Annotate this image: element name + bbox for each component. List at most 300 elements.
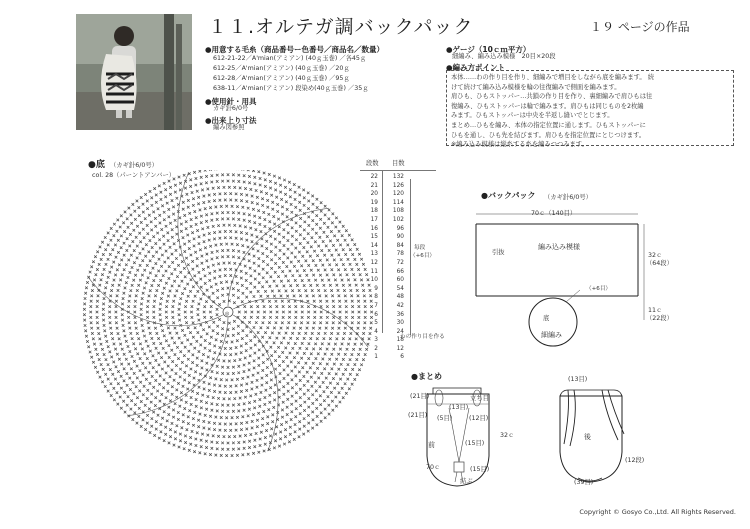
single-crochet-mark <box>277 346 280 349</box>
single-crochet-mark <box>253 445 256 448</box>
single-crochet-mark <box>168 406 171 409</box>
single-crochet-mark <box>301 342 304 345</box>
back-label-13: (13目) <box>568 376 588 383</box>
single-crochet-mark <box>320 210 323 213</box>
single-crochet-mark <box>273 447 276 450</box>
single-crochet-mark <box>232 327 235 330</box>
single-crochet-mark <box>295 238 298 241</box>
single-crochet-mark <box>121 303 124 306</box>
single-crochet-mark <box>180 230 183 233</box>
backpack-height-rows: （64段） <box>646 260 673 267</box>
single-crochet-mark <box>295 400 298 403</box>
single-crochet-mark <box>316 284 319 287</box>
single-crochet-mark <box>189 443 192 446</box>
single-crochet-mark <box>161 254 164 257</box>
single-crochet-mark <box>332 305 335 308</box>
single-crochet-mark <box>355 284 358 287</box>
single-crochet-mark <box>107 378 110 381</box>
single-crochet-mark <box>245 389 248 392</box>
single-crochet-mark <box>136 377 139 380</box>
single-crochet-mark <box>97 294 100 297</box>
single-crochet-mark <box>178 303 181 306</box>
single-crochet-mark <box>101 273 104 276</box>
single-crochet-mark <box>172 300 175 303</box>
single-crochet-mark <box>160 393 163 396</box>
single-crochet-mark <box>131 337 134 340</box>
single-crochet-mark <box>312 295 315 298</box>
single-crochet-mark <box>165 305 168 308</box>
single-crochet-mark <box>240 238 243 241</box>
single-crochet-mark <box>345 316 348 319</box>
single-crochet-mark <box>126 249 129 252</box>
single-crochet-mark <box>356 289 359 292</box>
single-crochet-mark <box>205 440 208 443</box>
single-crochet-mark <box>152 342 155 345</box>
single-crochet-mark <box>136 396 139 399</box>
single-crochet-mark <box>188 374 191 377</box>
single-crochet-mark <box>245 296 248 299</box>
single-crochet-mark <box>263 311 266 314</box>
single-crochet-mark <box>327 395 330 398</box>
single-crochet-mark <box>270 371 273 374</box>
single-crochet-mark <box>249 267 252 270</box>
single-crochet-mark <box>354 363 357 366</box>
single-crochet-mark <box>127 259 130 262</box>
single-crochet-mark <box>291 211 294 214</box>
single-crochet-mark <box>270 194 273 197</box>
single-crochet-mark <box>258 364 261 367</box>
single-crochet-mark <box>252 170 255 172</box>
single-crochet-mark <box>208 342 211 345</box>
materials-line: 612-21-22／A'mian(アミアン) (40ｇ玉巻) ／各45ｇ <box>213 55 367 62</box>
single-crochet-mark <box>255 321 258 324</box>
single-crochet-mark <box>273 223 276 226</box>
single-crochet-mark <box>130 214 133 217</box>
single-crochet-mark <box>295 311 298 314</box>
single-crochet-mark <box>232 218 235 221</box>
single-crochet-mark <box>317 289 320 292</box>
single-crochet-mark <box>123 380 126 383</box>
single-crochet-mark <box>314 381 317 384</box>
single-crochet-mark <box>151 284 154 287</box>
single-crochet-mark <box>123 242 126 245</box>
stitch-count: 6 <box>400 354 404 361</box>
single-crochet-mark <box>250 347 253 350</box>
single-crochet-mark <box>229 429 232 432</box>
single-crochet-mark <box>332 321 335 324</box>
single-crochet-mark <box>116 295 119 298</box>
single-crochet-mark <box>197 425 200 428</box>
single-crochet-mark <box>128 377 131 380</box>
single-crochet-mark <box>267 213 270 216</box>
single-crochet-mark <box>247 453 250 456</box>
single-crochet-mark <box>174 327 177 330</box>
single-crochet-mark <box>256 235 259 238</box>
single-crochet-mark <box>314 279 317 282</box>
single-crochet-mark <box>141 274 144 277</box>
single-crochet-mark <box>303 197 306 200</box>
single-crochet-mark <box>271 290 274 293</box>
single-crochet-mark <box>111 373 114 376</box>
single-crochet-mark <box>187 422 190 425</box>
single-crochet-mark <box>199 209 202 212</box>
single-crochet-mark <box>280 327 283 330</box>
single-crochet-mark <box>261 369 264 372</box>
row-number: 9 <box>374 285 378 292</box>
single-crochet-mark <box>347 258 350 261</box>
single-crochet-mark <box>227 335 230 338</box>
single-crochet-mark <box>254 344 257 347</box>
single-crochet-mark <box>270 346 273 349</box>
single-crochet-mark <box>213 238 216 241</box>
single-crochet-mark <box>335 226 338 229</box>
single-crochet-mark <box>136 289 139 292</box>
single-crochet-mark <box>244 187 247 190</box>
single-crochet-mark <box>171 199 174 202</box>
single-crochet-mark <box>256 419 259 422</box>
single-crochet-mark <box>110 332 113 335</box>
single-crochet-mark <box>121 313 124 316</box>
single-crochet-mark <box>193 210 196 213</box>
single-crochet-mark <box>165 250 168 253</box>
single-crochet-mark <box>278 177 281 180</box>
single-crochet-mark <box>263 172 266 175</box>
single-crochet-mark <box>245 272 248 275</box>
single-crochet-mark <box>266 422 269 425</box>
gauge-value: 細編み、編み込み模様 20目×20段 <box>452 53 556 60</box>
single-crochet-mark <box>183 250 186 253</box>
single-crochet-mark <box>216 296 219 299</box>
single-crochet-mark <box>102 313 105 316</box>
single-crochet-mark <box>224 192 227 195</box>
single-crochet-mark <box>172 322 175 325</box>
single-crochet-mark <box>328 279 331 282</box>
single-crochet-mark <box>203 234 206 237</box>
single-crochet-mark <box>83 319 86 322</box>
single-crochet-mark <box>172 409 175 412</box>
single-crochet-mark <box>175 225 178 228</box>
single-crochet-mark <box>199 344 202 347</box>
single-crochet-mark <box>324 289 327 292</box>
single-crochet-mark <box>96 353 99 356</box>
single-crochet-mark <box>253 326 256 329</box>
single-crochet-mark <box>294 430 297 433</box>
single-crochet-mark <box>293 295 296 298</box>
single-crochet-mark <box>306 327 309 330</box>
single-crochet-mark <box>179 297 182 300</box>
single-crochet-mark <box>114 244 117 247</box>
single-crochet-mark <box>221 404 224 407</box>
single-crochet-mark <box>243 305 246 308</box>
single-crochet-mark <box>208 389 211 392</box>
single-crochet-mark <box>287 382 290 385</box>
single-crochet-mark <box>223 300 226 303</box>
single-crochet-mark <box>200 176 203 179</box>
single-crochet-mark <box>237 250 240 253</box>
single-crochet-mark <box>169 290 172 293</box>
single-crochet-mark <box>157 352 160 355</box>
single-crochet-mark <box>315 223 318 226</box>
single-crochet-mark <box>203 305 206 308</box>
single-crochet-mark <box>136 422 139 425</box>
single-crochet-mark <box>307 422 310 425</box>
single-crochet-mark <box>240 422 243 425</box>
single-crochet-mark <box>336 239 339 242</box>
single-crochet-mark <box>312 327 315 330</box>
each-row-note: 毎段 <box>414 245 426 251</box>
single-crochet-mark <box>108 305 111 308</box>
single-crochet-mark <box>253 255 256 258</box>
single-crochet-mark <box>301 311 304 314</box>
single-crochet-mark <box>211 213 214 216</box>
single-crochet-mark <box>243 447 246 450</box>
single-crochet-mark <box>149 289 152 292</box>
single-crochet-mark <box>205 408 208 411</box>
single-crochet-mark <box>261 336 264 339</box>
single-crochet-mark <box>240 351 243 354</box>
single-crochet-mark <box>257 209 260 212</box>
single-crochet-mark <box>307 357 310 360</box>
single-crochet-mark <box>104 335 107 338</box>
single-crochet-mark <box>109 295 112 298</box>
single-crochet-mark <box>185 401 188 404</box>
single-crochet-mark <box>224 423 227 426</box>
single-crochet-mark <box>164 426 167 429</box>
single-crochet-mark <box>319 403 322 406</box>
single-crochet-mark <box>243 364 246 367</box>
single-crochet-mark <box>264 331 267 334</box>
single-crochet-mark <box>146 389 149 392</box>
single-crochet-mark <box>185 394 188 397</box>
single-crochet-mark <box>239 435 242 438</box>
materials-heading: ●用意する毛糸（商品番号ー色番号／商品名／数量） <box>205 45 385 54</box>
single-crochet-mark <box>119 279 122 282</box>
single-crochet-mark <box>313 300 316 303</box>
single-crochet-mark <box>266 366 269 369</box>
single-crochet-mark <box>192 300 195 303</box>
single-crochet-mark <box>243 441 246 444</box>
single-crochet-mark <box>146 232 149 235</box>
single-crochet-mark <box>287 279 290 282</box>
single-crochet-mark <box>295 391 298 394</box>
single-crochet-mark <box>125 358 128 361</box>
single-crochet-mark <box>216 332 219 335</box>
bottom-height-rows: （22段） <box>646 315 673 322</box>
single-crochet-mark <box>293 183 296 186</box>
single-crochet-mark <box>173 243 176 246</box>
single-crochet-mark <box>304 332 307 335</box>
single-crochet-mark <box>196 357 199 360</box>
single-crochet-mark <box>115 256 118 259</box>
single-crochet-mark <box>115 311 118 314</box>
single-crochet-mark <box>256 425 259 428</box>
single-crochet-mark <box>310 376 313 379</box>
single-crochet-mark <box>291 395 294 398</box>
single-crochet-mark <box>175 364 178 367</box>
single-crochet-mark <box>164 195 167 198</box>
single-crochet-mark <box>242 415 245 418</box>
single-crochet-mark <box>264 225 267 228</box>
single-crochet-mark <box>286 257 289 260</box>
single-crochet-mark <box>168 277 171 280</box>
single-crochet-mark <box>257 331 260 334</box>
single-crochet-mark <box>243 370 246 373</box>
single-crochet-mark <box>273 399 276 402</box>
single-crochet-mark <box>301 305 304 308</box>
single-crochet-mark <box>115 305 118 308</box>
single-crochet-mark <box>249 331 252 334</box>
single-crochet-mark <box>83 308 86 311</box>
single-crochet-mark <box>251 240 254 243</box>
single-crochet-mark <box>254 439 257 442</box>
single-crochet-mark <box>268 401 271 404</box>
single-crochet-mark <box>130 399 133 402</box>
single-crochet-mark <box>132 203 135 206</box>
single-crochet-mark <box>286 365 289 368</box>
single-crochet-mark <box>141 362 144 365</box>
single-crochet-mark <box>219 391 222 394</box>
single-crochet-mark <box>289 352 292 355</box>
single-crochet-mark <box>238 365 241 368</box>
single-crochet-mark <box>83 313 86 316</box>
single-crochet-mark <box>330 230 333 233</box>
single-crochet-mark <box>328 343 331 346</box>
single-crochet-mark <box>143 335 146 338</box>
single-crochet-mark <box>238 403 241 406</box>
single-crochet-mark <box>185 300 188 303</box>
single-crochet-mark <box>167 257 170 260</box>
single-crochet-mark <box>346 273 349 276</box>
single-crochet-mark <box>282 236 285 239</box>
single-crochet-mark <box>328 372 331 375</box>
single-crochet-mark <box>306 250 309 253</box>
stitch-count: 66 <box>396 268 404 275</box>
single-crochet-mark <box>217 435 220 438</box>
single-crochet-mark <box>237 289 240 292</box>
single-crochet-mark <box>298 289 301 292</box>
single-crochet-mark <box>103 353 106 356</box>
single-crochet-mark <box>90 300 93 303</box>
single-crochet-mark <box>224 429 227 432</box>
single-crochet-mark <box>351 305 354 308</box>
single-crochet-mark <box>209 170 212 171</box>
single-crochet-mark <box>141 297 144 300</box>
single-crochet-mark <box>258 273 261 276</box>
single-crochet-mark <box>129 295 132 298</box>
single-crochet-mark <box>331 400 334 403</box>
single-crochet-mark <box>174 295 177 298</box>
single-crochet-mark <box>203 388 206 391</box>
stitch-count: 126 <box>392 182 404 189</box>
assembly-label-21a: (21目) <box>410 393 430 400</box>
single-crochet-mark <box>150 229 153 232</box>
page-title: １１.オルテガ調バックパック <box>208 16 474 38</box>
single-crochet-mark <box>85 335 88 338</box>
single-crochet-mark <box>323 254 326 257</box>
single-crochet-mark <box>291 378 294 381</box>
single-crochet-mark <box>245 342 248 345</box>
single-crochet-mark <box>108 316 111 319</box>
single-crochet-mark <box>102 303 105 306</box>
single-crochet-mark <box>151 417 154 420</box>
single-crochet-mark <box>324 214 327 217</box>
single-crochet-mark <box>160 356 163 359</box>
single-crochet-mark <box>315 398 318 401</box>
single-crochet-mark <box>262 276 265 279</box>
single-crochet-mark <box>134 412 137 415</box>
single-crochet-mark <box>116 230 119 233</box>
assembly-label-21b: (21目) <box>408 412 428 419</box>
single-crochet-mark <box>266 199 269 202</box>
single-crochet-mark <box>351 239 354 242</box>
single-crochet-mark <box>213 231 216 234</box>
single-crochet-mark <box>171 385 174 388</box>
single-crochet-mark <box>224 347 227 350</box>
single-crochet-mark <box>248 253 251 256</box>
single-crochet-mark <box>288 440 291 443</box>
single-crochet-mark <box>187 295 190 298</box>
knot-label: 結ぶ <box>460 478 473 485</box>
single-crochet-mark <box>173 178 176 181</box>
single-crochet-mark <box>166 231 169 234</box>
single-crochet-mark <box>126 237 129 240</box>
single-crochet-mark <box>312 419 315 422</box>
single-crochet-mark <box>339 311 342 314</box>
single-crochet-mark <box>192 204 195 207</box>
single-crochet-mark <box>223 398 226 401</box>
single-crochet-mark <box>338 327 341 330</box>
copyright-footer: Copyright © Gosyo Co.,Ltd. All Rights Reserved. <box>579 508 736 516</box>
single-crochet-mark <box>274 368 277 371</box>
single-crochet-mark <box>249 355 252 358</box>
single-crochet-mark <box>171 369 174 372</box>
single-crochet-mark <box>346 378 349 381</box>
size-value: 編み図参照 <box>213 124 245 131</box>
single-crochet-mark <box>252 208 255 211</box>
single-crochet-mark <box>139 357 142 360</box>
single-crochet-mark <box>254 182 257 185</box>
single-crochet-mark <box>146 397 149 400</box>
single-crochet-mark <box>275 321 278 324</box>
single-crochet-mark <box>211 409 214 412</box>
single-crochet-mark <box>307 241 310 244</box>
single-crochet-mark <box>248 220 251 223</box>
increase-note: （+6目） <box>410 253 436 259</box>
single-crochet-mark <box>229 268 232 271</box>
single-crochet-mark <box>236 416 239 419</box>
single-crochet-mark <box>111 284 114 287</box>
instruction-line: まとめ…ひもを編み、本体の指定位置に通します。ひもストッパーに <box>451 121 646 129</box>
single-crochet-mark <box>285 332 288 335</box>
single-crochet-mark <box>179 368 182 371</box>
single-crochet-mark <box>228 435 231 438</box>
single-crochet-mark <box>289 337 292 340</box>
single-crochet-mark <box>345 392 348 395</box>
single-crochet-mark <box>183 354 186 357</box>
single-crochet-mark <box>197 290 200 293</box>
stitch-count: 60 <box>396 277 404 284</box>
single-crochet-mark <box>339 401 342 404</box>
single-crochet-mark <box>271 201 274 204</box>
single-crochet-mark <box>243 213 246 216</box>
single-crochet-mark <box>248 321 251 324</box>
single-crochet-mark <box>278 332 281 335</box>
single-crochet-mark <box>136 269 139 272</box>
single-crochet-mark <box>344 239 347 242</box>
single-crochet-mark <box>143 353 146 356</box>
single-crochet-mark <box>167 295 170 298</box>
single-crochet-mark <box>268 220 271 223</box>
